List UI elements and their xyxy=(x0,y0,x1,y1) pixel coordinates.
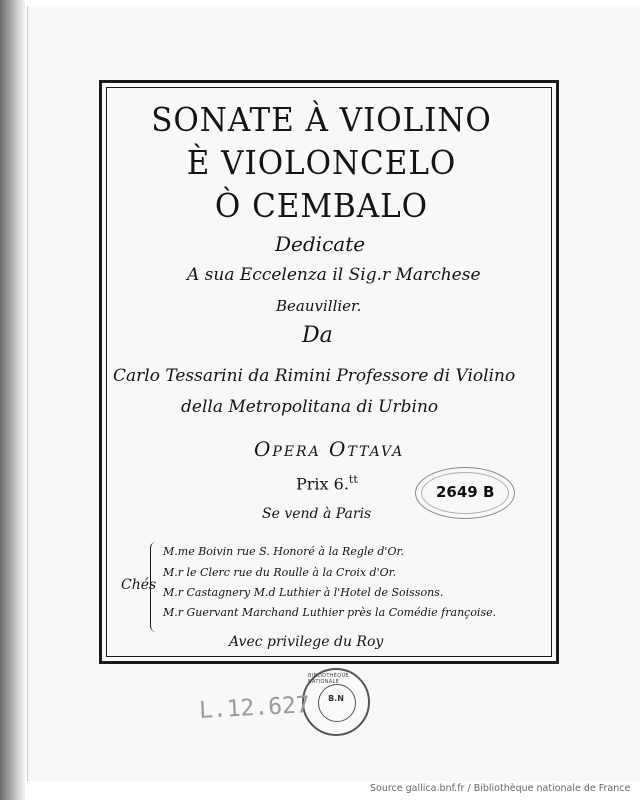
stamp-number: 2649 B xyxy=(436,483,495,501)
bnf-stamp-center: B.N xyxy=(328,694,344,703)
title-line-2: È VIOLONCELO xyxy=(186,143,457,182)
source-credit: Source gallica.bnf.fr / Bibliothèque nationale de France xyxy=(370,783,631,794)
bnf-round-stamp xyxy=(302,668,370,736)
title-line-3: Ò CEMBALO xyxy=(214,186,429,225)
address-1: M.me Boivin rue S. Honoré à la Regle d'Or. xyxy=(163,545,405,558)
by-word: Da xyxy=(302,323,333,348)
address-3: M.r Castagnery M.d Luthier à l'Hotel de Soissons. xyxy=(163,586,444,599)
title-line-1: SONATE À VIOLINO xyxy=(151,100,492,139)
sold-in-paris: Se vend à Paris xyxy=(262,506,372,522)
address-2: M.r le Clerc rue du Roulle à la Croix d'Or. xyxy=(163,566,397,579)
author-line-2: della Metropolitana di Urbino xyxy=(181,397,439,417)
opus-label: Opera Ottava xyxy=(254,437,405,461)
chez-label: Chés xyxy=(121,577,157,593)
dedication-line-2: Beauvillier. xyxy=(276,297,362,315)
royal-privilege: Avec privilege du Roy xyxy=(229,634,384,650)
author-line-1: Carlo Tessarini da Rimini Professore di Violino xyxy=(113,366,516,386)
price-label: Prix 6.$^{tt}$ xyxy=(296,473,358,494)
dedication-line-1: A sua Eccelenza il Sig.r Marchese xyxy=(187,265,481,285)
shelfmark: L.12.627 xyxy=(198,692,311,724)
address-4: M.r Guervant Marchand Luthier près la Comédie françoise. xyxy=(163,606,497,619)
dedication-word: Dedicate xyxy=(275,232,366,256)
bnf-stamp-ring-text: BIBLIOTHÈQUE NATIONALE xyxy=(308,673,349,685)
